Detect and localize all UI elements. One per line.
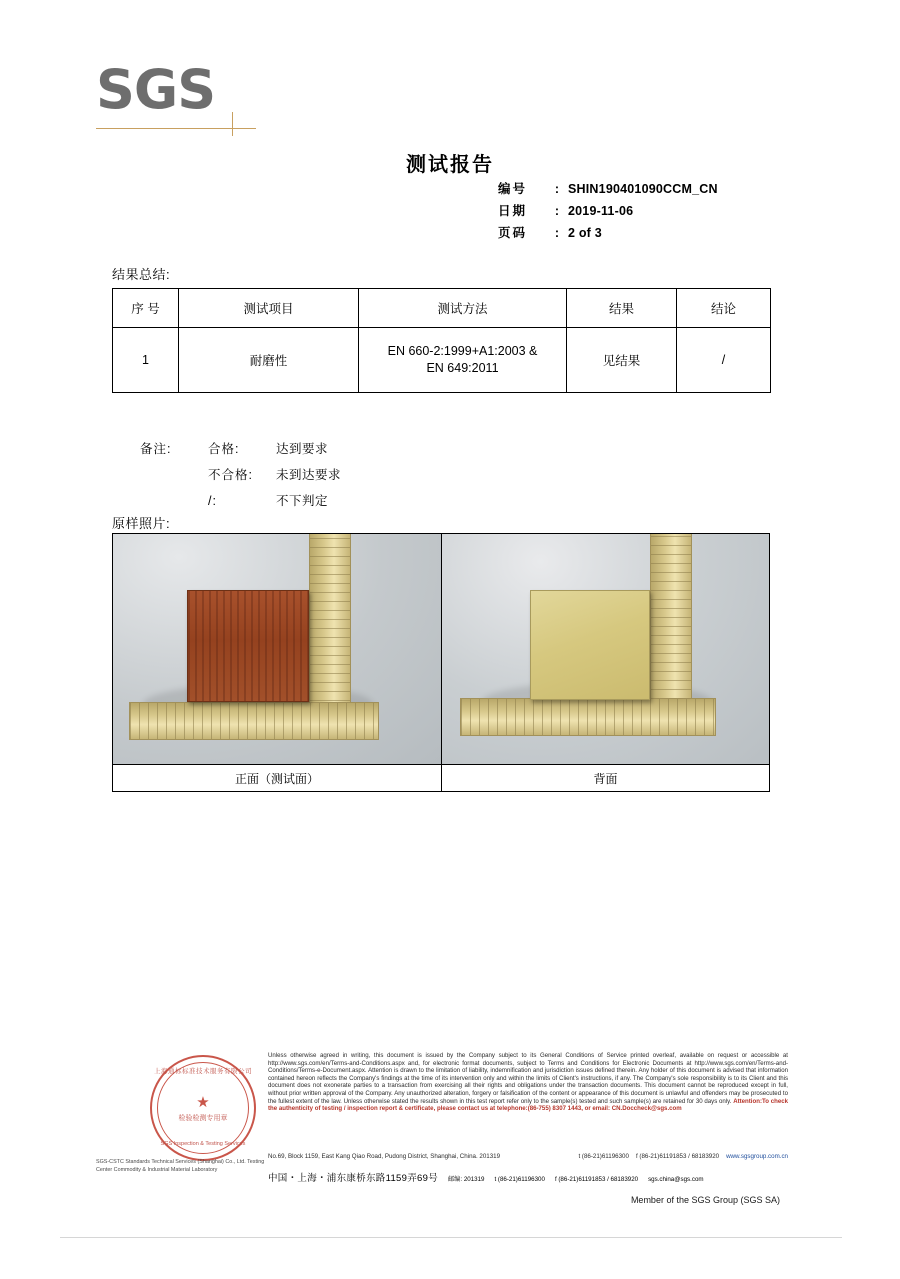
photo-cell-front bbox=[113, 534, 441, 791]
official-stamp bbox=[150, 1055, 256, 1161]
zip-cn: 邮编: 201319 bbox=[448, 1176, 485, 1183]
remarks-key-fail: 不合格: bbox=[208, 468, 253, 482]
ruler-ticks-horizontal-back bbox=[461, 699, 715, 735]
cell-method-line1: EN 660-2:1999+A1:2003 & bbox=[387, 344, 538, 358]
remarks-key-pass: 合格: bbox=[208, 442, 240, 456]
cell-conclusion: / bbox=[677, 328, 771, 393]
bottom-divider bbox=[60, 1237, 842, 1238]
remarks-key-na: /: bbox=[208, 494, 217, 508]
ruler-ticks-horizontal-front bbox=[130, 703, 378, 739]
legal-text: Unless otherwise agreed in writing, this document is issued by the Company subject to its General Conditions of Service printed overleaf, available on request or accessible at http://www.sgs.com/en/Terms-and-Conditions.aspx and, for electronic format documents, subject to Terms and Conditions for Electronic Documents at http://www.sgs.com/en/Terms-and-Conditions/Terms-e-Document.aspx. Attention is drawn to the limitation of liability, indemnification and jurisdiction issues defined therein. Any holder of this document is advised that information contained hereon reflects the Company's findings at the time of its intervention only and within the limits of Client's instructions, if any. The Company's sole responsibility is to its Client and this document does not exonerate parties to a transaction from exercising all their rights and obligations under the transaction documents. This document cannot be reproduced except in full, without prior written approval of the Company. Any unauthorized alteration, forgery or falsification of the content or appearance of this document is unlawful and offenders may be prosecuted to the fullest extent of the law. Unless otherwise stated the results shown in this test report refer only to the sample(s) tested and such sample(s) are retained for 30 days only. bbox=[268, 1052, 788, 1105]
remarks-value-na: 不下判定 bbox=[276, 494, 329, 508]
remarks-row-fail bbox=[140, 462, 341, 488]
phone-en: t (86-21)61196300 bbox=[578, 1153, 629, 1160]
meta-colon-page: : bbox=[554, 226, 560, 240]
cell-result: 见结果 bbox=[567, 328, 677, 393]
photo-caption-back: 背面 bbox=[442, 764, 769, 791]
email-link[interactable]: sgs.china@sgs.com bbox=[648, 1176, 704, 1183]
cell-method bbox=[359, 328, 567, 393]
summary-section-label: 结果总结: bbox=[112, 267, 171, 282]
meta-value-date: 2019-11-06 bbox=[568, 204, 634, 218]
address-en: No.69, Block 1159, East Kang Qiao Road, Pudong District, Shanghai, China. 201319 bbox=[268, 1153, 501, 1160]
star-icon: ★ bbox=[196, 1093, 210, 1111]
remarks-value-pass: 达到要求 bbox=[276, 442, 329, 456]
website-link[interactable]: www.sgsgroup.com.cn bbox=[726, 1153, 788, 1160]
company-name-left: SGS-CSTC Standards Technical Services (Shanghai) Co., Ltd. Testing Center Commodity & Industrial Material Laboratory bbox=[96, 1159, 265, 1173]
stamp-mid-text: 检验检测专用章 bbox=[178, 1115, 228, 1123]
meta-row-number bbox=[498, 182, 718, 196]
page-title: 测试报告 bbox=[406, 152, 494, 176]
photos-section-label: 原样照片: bbox=[112, 516, 171, 531]
member-note: Member of the SGS Group (SGS SA) bbox=[630, 1195, 780, 1205]
meta-colon-number: : bbox=[554, 182, 560, 196]
address-cn-block bbox=[268, 1170, 788, 1184]
ruler-horizontal-front bbox=[129, 702, 379, 740]
meta-colon-date: : bbox=[554, 204, 560, 218]
phone-cn: t (86-21)61196300 bbox=[494, 1176, 545, 1183]
address-cn: 中国・上海・浦东康桥东路1159弄69号 bbox=[268, 1173, 438, 1184]
header-no: 序 号 bbox=[113, 289, 179, 328]
stamp-bottom-text: SGS Inspection & Testing Services bbox=[160, 1141, 246, 1147]
remarks-row-na bbox=[140, 488, 341, 514]
meta-row-date bbox=[498, 204, 718, 218]
ruler-ticks-vertical-back bbox=[651, 534, 691, 725]
remarks-title: 备注: bbox=[140, 442, 172, 456]
meta-value-page: 2 of 3 bbox=[568, 226, 602, 240]
results-table bbox=[112, 288, 771, 393]
legal-attention: Attention:To check the authenticity of testing / inspection report & certificate, please contact us at telephone:(86-755) 8307 1443, or email: CN.Doccheck@sgs.com bbox=[268, 1097, 788, 1113]
cell-method-line2: EN 649:2011 bbox=[426, 361, 499, 375]
stamp-top-text: 上海通标标准技术服务有限公司 bbox=[154, 1068, 252, 1075]
meta-label-number: 编号 bbox=[498, 182, 528, 196]
sample-photos bbox=[112, 533, 770, 792]
meta-row-page bbox=[498, 226, 718, 240]
sgs-logo-text: SGS bbox=[96, 58, 216, 121]
remarks-value-fail: 未到达要求 bbox=[276, 468, 342, 482]
sample-specimen-front bbox=[187, 590, 309, 702]
legal-disclaimer bbox=[268, 1052, 788, 1113]
address-en-block bbox=[268, 1152, 788, 1161]
header-method: 测试方法 bbox=[359, 289, 567, 328]
sample-specimen-back bbox=[530, 590, 650, 700]
header-result: 结果 bbox=[567, 289, 677, 328]
remarks-row-pass bbox=[140, 436, 341, 462]
header-item: 测试项目 bbox=[179, 289, 359, 328]
meta-label-page: 页码 bbox=[498, 226, 528, 240]
report-meta bbox=[498, 182, 718, 248]
meta-label-date: 日期 bbox=[498, 204, 528, 218]
photo-caption-front: 正面（测试面） bbox=[113, 764, 441, 791]
fax-en: f (86-21)61191853 / 68183920 bbox=[635, 1153, 720, 1160]
header-conclusion: 结论 bbox=[677, 289, 771, 328]
logo-tick bbox=[232, 112, 233, 136]
cell-no: 1 bbox=[113, 328, 179, 393]
fax-cn: f (86-21)61191853 / 68183920 bbox=[554, 1176, 639, 1183]
table-header-row bbox=[113, 289, 771, 328]
photo-image-front bbox=[113, 534, 441, 764]
photo-image-back bbox=[442, 534, 769, 764]
table-row bbox=[113, 328, 771, 393]
sgs-logo bbox=[96, 58, 266, 121]
ruler-horizontal-back bbox=[460, 698, 716, 736]
cell-item: 耐磨性 bbox=[179, 328, 359, 393]
meta-value-number: SHIN190401090CCM_CN bbox=[568, 182, 718, 196]
photo-cell-back bbox=[441, 534, 769, 791]
remarks-block bbox=[140, 436, 341, 514]
